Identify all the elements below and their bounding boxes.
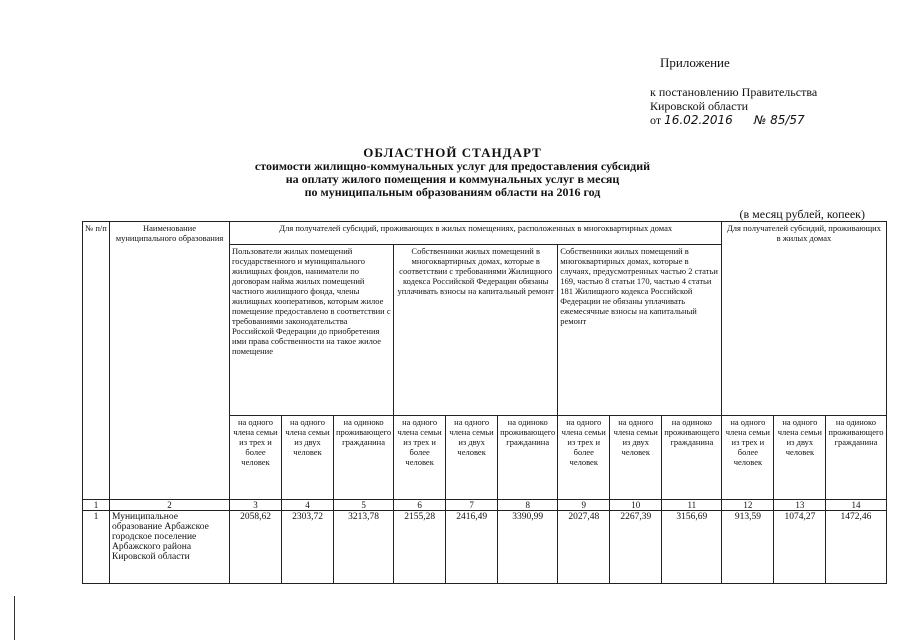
sub-header-9: на одного члена семьи из трех и более человек <box>558 416 610 500</box>
cell-value: 1074,27 <box>774 511 826 584</box>
decree-reference <box>650 85 817 127</box>
decree-line1: к постановлению Правительства <box>650 85 818 99</box>
sub-header-7: на одного члена семьи из двух человек <box>446 416 498 500</box>
cell-value: 2303,72 <box>282 511 334 584</box>
sub-header-8: на одиноко проживающего гражданина <box>498 416 558 500</box>
column-number-row <box>83 500 887 511</box>
sub-header-14: на одиноко проживающего гражданина <box>826 416 886 500</box>
subtitle-line2: на оплату жилого помещения и коммунальных услуг в месяц <box>285 172 620 186</box>
cell-value: 3390,99 <box>498 511 558 584</box>
sub-header-4: на одного члена семьи из двух человек <box>282 416 334 500</box>
appendix-label: Приложение <box>660 55 730 70</box>
cell-value: 2416,49 <box>446 511 498 584</box>
cell-value: 2267,39 <box>610 511 662 584</box>
header-row-1 <box>83 222 887 245</box>
col-number: 8 <box>498 500 558 511</box>
col-number: 3 <box>230 500 282 511</box>
cell-value: 2155,28 <box>394 511 446 584</box>
header-group-1: Пользователи жилых помещений государственного и муниципального жилищных фондов, наниматели по договорам найма жилых помещений частного жилищного фонда, члены жилищных кооперативов, которым жилое помещение предоставлено в соответствии с требованиями законодательства Российской Федерации до приобретения ими права собственности на такое жилое помещение <box>230 245 394 416</box>
header-no: № п/п <box>83 222 110 500</box>
col-number: 11 <box>662 500 722 511</box>
cell-value: 3156,69 <box>662 511 722 584</box>
cell-value: 1472,46 <box>826 511 886 584</box>
row-name: Муниципальное образование Арбажское городское поселение Арбажского района Кировской области <box>110 511 230 584</box>
document-title: ОБЛАСТНОЙ СТАНДАРТ <box>363 145 542 160</box>
row-no: 1 <box>83 511 110 584</box>
col-number: 6 <box>394 500 446 511</box>
col-number: 10 <box>610 500 662 511</box>
decree-date: 16.02.2016 <box>664 113 733 127</box>
sub-header-13: на одного члена семьи из двух человек <box>774 416 826 500</box>
sub-header-11: на одиноко проживающего гражданина <box>662 416 722 500</box>
col-number: 5 <box>334 500 394 511</box>
header-name: Наименование муниципального образования <box>110 222 230 500</box>
standard-table <box>82 221 887 584</box>
col-number: 13 <box>774 500 826 511</box>
header-houses: Для получателей субсидий, проживающих в жилых домах <box>722 222 886 416</box>
sub-header-5: на одиноко проживающего гражданина <box>334 416 394 500</box>
units-note: (в месяц рублей, копеек) <box>739 207 865 221</box>
header-group-3: Собственники жилых помещений в многоквартирных домах, которые в случаях, предусмотренных частью 2 статьи 169, частью 8 статьи 170, частью 4 статьи 181 Жилищного кодекса Российской Федерации не обязаны уплачивать ежемесячные взносы на капитальный ремонт <box>558 245 722 416</box>
col-number: 7 <box>446 500 498 511</box>
subtitle-line3: по муниципальным образованиям области на 2016 год <box>304 185 601 199</box>
sub-header-6: на одного члена семьи из трех и более человек <box>394 416 446 500</box>
cell-value: 913,59 <box>722 511 774 584</box>
sub-header-10: на одного члена семьи из двух человек <box>610 416 662 500</box>
col-number: 12 <box>722 500 774 511</box>
cell-value: 2027,48 <box>558 511 610 584</box>
table-row <box>83 511 887 584</box>
col-number: 4 <box>282 500 334 511</box>
header-apartments: Для получателей субсидий, проживающих в жилых помещениях, расположенных в многоквартирных домах <box>230 222 722 245</box>
sub-header-3: на одного члена семьи из трех и более человек <box>230 416 282 500</box>
sub-header-12: на одного члена семьи из трех и более человек <box>722 416 774 500</box>
col-number: 1 <box>83 500 110 511</box>
decree-date-line <box>650 113 817 127</box>
subtitle-line1: стоимости жилищно-коммунальных услуг для предоставления субсидий <box>254 159 651 173</box>
header-group-2: Собственники жилых помещений в многоквартирных домах, которые в соответствии с требованиями Жилищного кодекса Российской Федерации обязаны уплачивать взносы на капитальный ремонт <box>394 245 558 416</box>
decree-from: от <box>650 113 662 127</box>
col-number: 2 <box>110 500 230 511</box>
decree-number: № 85/57 <box>753 113 805 127</box>
col-number: 9 <box>558 500 610 511</box>
document-subtitle <box>0 160 905 199</box>
decree-line2: Кировской области <box>650 99 749 113</box>
cell-value: 2058,62 <box>230 511 282 584</box>
cell-value: 3213,78 <box>334 511 394 584</box>
scan-margin-line <box>14 596 15 640</box>
col-number: 14 <box>826 500 886 511</box>
